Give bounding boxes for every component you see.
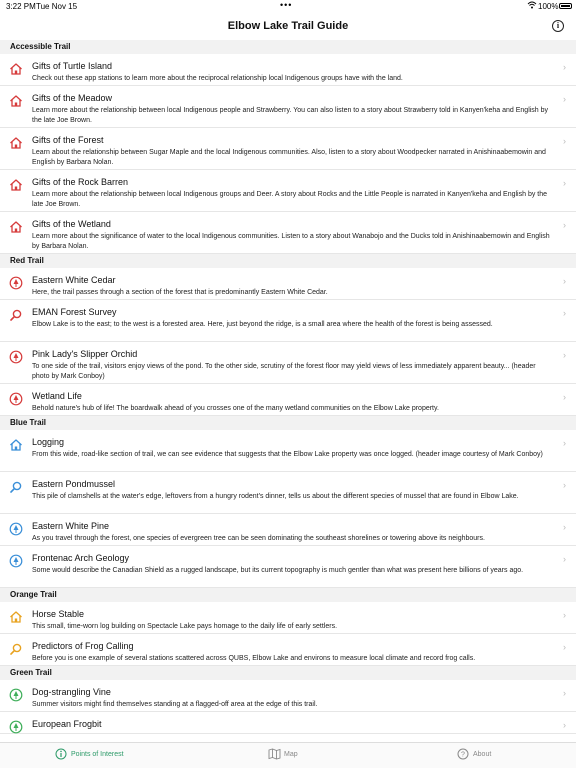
list-item-title: Wetland Life: [32, 391, 82, 401]
list-item[interactable]: [0, 54, 576, 86]
chevron-right-icon: ›: [563, 178, 566, 188]
status-bar: [0, 0, 576, 12]
list-item[interactable]: [0, 268, 576, 300]
info-icon: [55, 748, 67, 760]
section-header: Orange Trail: [0, 588, 576, 602]
list-item[interactable]: [0, 472, 576, 514]
multitasking-dots[interactable]: •••: [280, 0, 293, 10]
status-date: Tue Nov 15: [36, 2, 78, 11]
list-item-description: Learn more about the relationship between local Indigenous people and Strawberry. You can also listen to a story about Strawberry told in Kanyen'keha and English by the late Joe Brown.: [32, 107, 549, 124]
map-icon: [268, 748, 280, 760]
tab-about[interactable]: [457, 748, 491, 760]
tab-map[interactable]: [268, 748, 298, 760]
list-item-title: Pink Lady's Slipper Orchid: [32, 349, 138, 359]
list-item[interactable]: [0, 680, 576, 712]
tab-label: About: [473, 750, 492, 758]
tab-label: Map: [284, 750, 298, 758]
house-icon: [9, 94, 23, 108]
list-item-title: Eastern White Pine: [32, 521, 110, 531]
points-of-interest-list[interactable]: [0, 40, 576, 742]
chevron-right-icon: ›: [563, 350, 566, 360]
chevron-right-icon: ›: [563, 308, 566, 318]
list-item-description: This small, time-worn log building on Spectacle Lake pays homage to the daily life of early settlers.: [32, 623, 338, 630]
list-item-title: Eastern Pondmussel: [32, 479, 116, 489]
list-item[interactable]: [0, 430, 576, 472]
list-item-description: As you travel through the forest, one species of evergreen tree can be seen dominating the southeast shorelines or towering above its neighbours.: [32, 535, 485, 542]
list-item-description: Before you is one example of several stations scattered across QUBS, Elbow Lake and environs to measure local climate and record frog calls.: [32, 655, 476, 662]
list-item-description: Behold nature's hub of life! The boardwalk ahead of you crosses one of the many wetland communities on the Elbow Lake property.: [32, 405, 439, 412]
house-icon: [9, 610, 23, 624]
list-item[interactable]: [0, 300, 576, 342]
chevron-right-icon: ›: [563, 62, 566, 72]
magnifier-icon: [9, 480, 23, 494]
magnifier-icon: [9, 642, 23, 656]
house-icon: [9, 220, 23, 234]
list-item[interactable]: [0, 546, 576, 588]
list-item[interactable]: [0, 86, 576, 128]
list-item[interactable]: [0, 602, 576, 634]
chevron-right-icon: ›: [563, 136, 566, 146]
list-item[interactable]: [0, 712, 576, 734]
list-item-description: From this wide, road-like section of trail, we can see evidence that suggests that the Elbow Lake property was once logged. (header image courtesy of Mark Conboy): [32, 451, 543, 458]
battery-percent: 100%: [538, 2, 559, 11]
list-item[interactable]: [0, 514, 576, 546]
house-icon: [9, 178, 23, 192]
section-header: Accessible Trail: [0, 40, 576, 54]
chevron-right-icon: ›: [563, 438, 566, 448]
house-icon: [9, 438, 23, 452]
status-time: 3:22 PM: [6, 2, 36, 11]
list-item-title: Gifts of the Wetland: [32, 219, 111, 229]
list-item-description: Learn more about the significance of water to the local Indigenous communities. Listen to a story about Wanabojo and the Ducks told in Anishinaabemowin and English by Barbara Nolan.: [32, 233, 550, 250]
list-item-title: Gifts of Turtle Island: [32, 61, 113, 71]
section-header: Green Trail: [0, 666, 576, 680]
chevron-right-icon: ›: [563, 522, 566, 532]
tree-icon: [9, 688, 23, 702]
info-icon[interactable]: i: [552, 20, 564, 32]
list-item-title: EMAN Forest Survey: [32, 307, 117, 317]
list-item-title: Dog-strangling Vine: [32, 687, 111, 697]
list-item[interactable]: [0, 128, 576, 170]
list-item[interactable]: [0, 170, 576, 212]
battery-icon: [559, 3, 572, 9]
tree-icon: [9, 720, 23, 734]
page-title: Elbow Lake Trail Guide: [227, 20, 349, 32]
svg-text:?: ?: [461, 751, 465, 759]
chevron-right-icon: ›: [563, 554, 566, 564]
house-icon: [9, 136, 23, 150]
chevron-right-icon: ›: [563, 276, 566, 286]
navigation-bar: [0, 12, 576, 40]
tree-icon: [9, 350, 23, 364]
list-item-title: European Frogbit: [32, 719, 102, 729]
list-item[interactable]: [0, 384, 576, 416]
tree-icon: [9, 276, 23, 290]
list-item-title: Predictors of Frog Calling: [32, 641, 134, 651]
list-item-title: Frontenac Arch Geology: [32, 553, 130, 563]
magnifier-icon: [9, 308, 23, 322]
list-item-title: Gifts of the Rock Barren: [32, 177, 129, 187]
house-icon: [9, 62, 23, 76]
section-header: Red Trail: [0, 254, 576, 268]
tab-points-of-interest[interactable]: [55, 748, 124, 760]
chevron-right-icon: ›: [563, 94, 566, 104]
list-item-description: Elbow Lake is to the east; to the west is a forested area. Here, just beyond the ridge, is a small area where the health of the forest is being assessed.: [32, 321, 493, 328]
wifi-icon: [527, 1, 537, 11]
chevron-right-icon: ›: [563, 720, 566, 730]
tree-icon: [9, 554, 23, 568]
chevron-right-icon: ›: [563, 610, 566, 620]
tab-bar: [0, 742, 576, 768]
chevron-right-icon: ›: [563, 392, 566, 402]
chevron-right-icon: ›: [563, 688, 566, 698]
list-item-description: Learn more about the relationship between local Indigenous groups and Deer. A story about Rocks and the Little People is narrated in Kanyen'keha and English by the late Joe Brown.: [32, 191, 548, 208]
chevron-right-icon: ›: [563, 642, 566, 652]
list-item-title: Gifts of the Meadow: [32, 93, 113, 103]
chevron-right-icon: ›: [563, 480, 566, 490]
list-item-description: To one side of the trail, visitors enjoy views of the pond. To the other side, scrutiny of the forest floor may yield views of less immediately apparent beauty... (header photo by Mark Conboy): [32, 363, 536, 380]
list-item-description: Some would describe the Canadian Shield as a rugged landscape, but its current topography is much gentler than what was present here billions of years ago.: [32, 567, 524, 574]
question-icon: [457, 748, 469, 760]
list-item-title: Eastern White Cedar: [32, 275, 116, 285]
list-item-title: Gifts of the Forest: [32, 135, 104, 145]
tab-label: Points of Interest: [71, 750, 124, 758]
list-item[interactable]: [0, 212, 576, 254]
tree-icon: [9, 392, 23, 406]
list-item-description: Summer visitors might find themselves standing at a flagged-off area at the edge of this trail.: [32, 701, 318, 708]
list-item[interactable]: [0, 342, 576, 384]
section-header: Blue Trail: [0, 416, 576, 430]
list-item-description: Check out these app stations to learn more about the reciprocal relationship local Indigenous groups have with the land.: [32, 75, 403, 82]
list-item-description: Learn about the relationship between Sugar Maple and the local Indigenous communities. Also, listen to a story about Woodpecker narrated in Anishinaabemowin and English by Barbara Nolan.: [32, 149, 546, 166]
list-item[interactable]: [0, 634, 576, 666]
list-item-title: Logging: [32, 437, 65, 447]
tree-icon: [9, 522, 23, 536]
chevron-right-icon: ›: [563, 220, 566, 230]
list-item-title: Horse Stable: [32, 609, 85, 619]
list-item-description: Here, the trail passes through a section of the forest that is predominantly Eastern White Cedar.: [32, 289, 328, 296]
list-item-description: This pile of clamshells at the water's edge, leftovers from a hungry rodent's dinner, tells us about the different species of mussel that are found in Elbow Lake.: [32, 493, 519, 500]
